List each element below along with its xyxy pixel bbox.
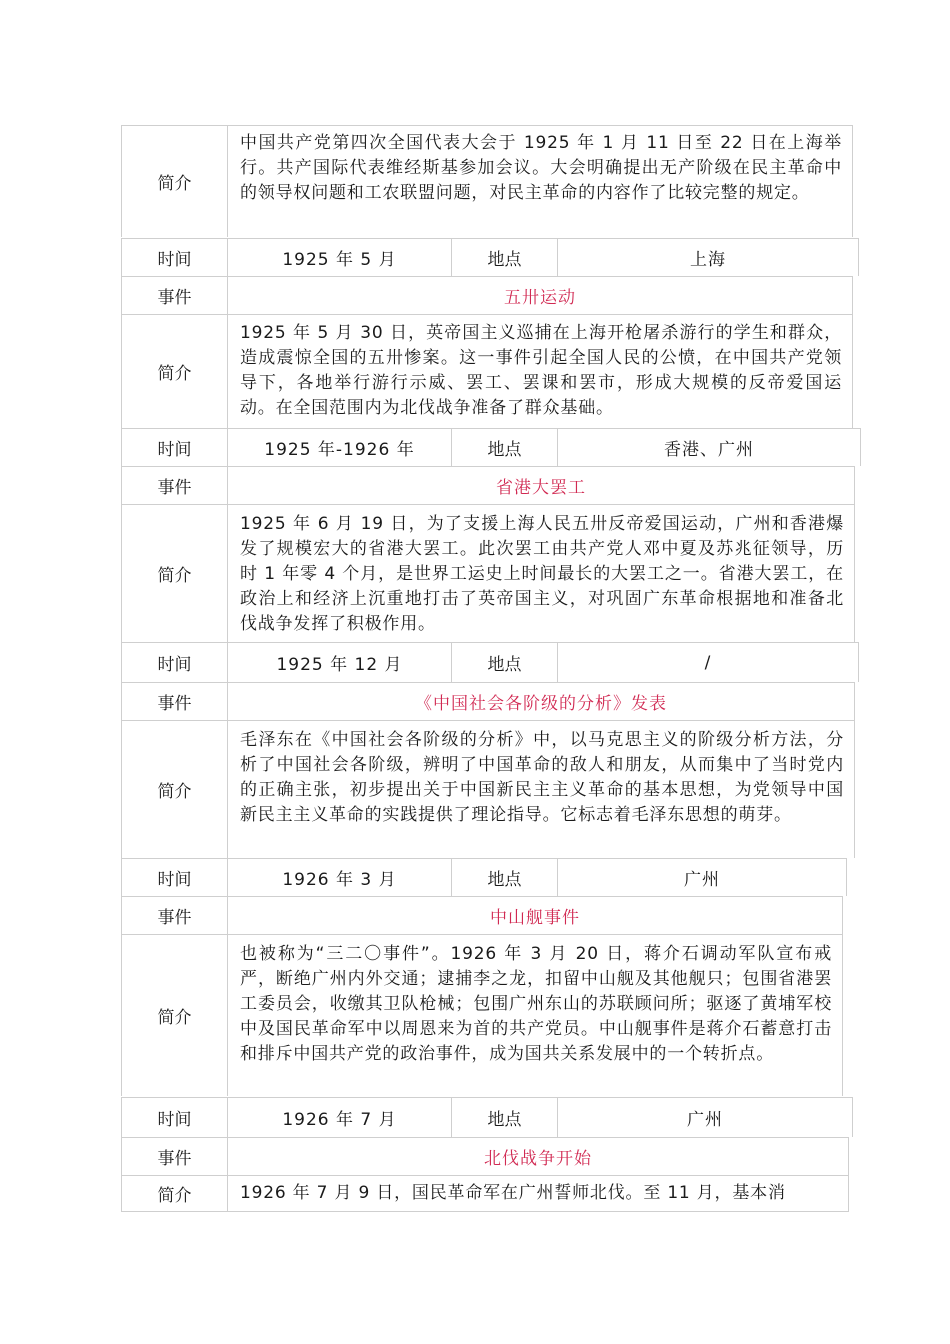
event-label: 事件 [121,682,227,720]
event-label: 事件 [121,466,227,504]
intro-text: 1925 年 5 月 30 日，英帝国主义巡捕在上海开枪屠杀游行的学生和群众，造成震惊全国的五卅惨案。这一事件引起全国人民的公愤，在中国共产党领导下，各地举行游行示威、罢工、罢课和罢市，形成大规模的反帝爱国运动。在全国范围内为北伐战争准备了群众基础。 [227,314,853,428]
place-value: 广州 [557,1097,853,1137]
place-value: 上海 [557,238,859,276]
event-title: 省港大罢工 [227,466,855,504]
intro-label: 简介 [121,314,227,428]
time-value: 1926 年 3 月 [227,858,451,896]
place-value: 广州 [557,858,847,896]
time-value: 1925 年-1926 年 [227,428,451,466]
intro-text: 中国共产党第四次全国代表大会于 1925 年 1 月 11 日至 22 日在上海举行。共产国际代表维经斯基参加会议。大会明确提出无产阶级在民主革命中的领导权问题和工农联盟问题，对民主革命的内容作了比较完整的规定。 [227,125,853,237]
time-label: 时间 [121,428,227,466]
time-value: 1925 年 5 月 [227,238,451,276]
event-title: 北伐战争开始 [227,1137,849,1175]
place-value: 香港、广州 [557,428,861,466]
place-label: 地点 [451,642,557,682]
place-label: 地点 [451,238,557,276]
intro-label: 简介 [121,720,227,858]
place-value: / [557,642,859,682]
event-title: 五卅运动 [227,276,853,314]
event-label: 事件 [121,896,227,934]
time-label: 时间 [121,1097,227,1137]
event-label: 事件 [121,276,227,314]
time-value: 1925 年 12 月 [227,642,451,682]
event-title: 中山舰事件 [227,896,843,934]
time-value: 1926 年 7 月 [227,1097,451,1137]
time-label: 时间 [121,642,227,682]
event-label: 事件 [121,1137,227,1175]
time-label: 时间 [121,238,227,276]
event-title: 《中国社会各阶级的分析》发表 [227,682,855,720]
intro-text: 1926 年 7 月 9 日，国民革命军在广州誓师北伐。至 11 月，基本消 [227,1175,849,1212]
intro-label: 简介 [121,934,227,1096]
intro-label: 简介 [121,1175,227,1212]
place-label: 地点 [451,1097,557,1137]
time-label: 时间 [121,858,227,896]
intro-label: 简介 [121,125,227,237]
place-label: 地点 [451,428,557,466]
intro-text: 1925 年 6 月 19 日，为了支援上海人民五卅反帝爱国运动，广州和香港爆发了规模宏大的省港大罢工。此次罢工由共产党人邓中夏及苏兆征领导，历时 1 年零 4 个月，是世界工运史上时间最长的大罢工之一。省港大罢工，在政治上和经济上沉重地打击了英帝国主义，对巩固广东革命根据地和准备北伐战争发挥了积极作用。 [227,504,855,642]
intro-text: 毛泽东在《中国社会各阶级的分析》中，以马克思主义的阶级分析方法，分析了中国社会各阶级，辨明了中国革命的敌人和朋友，从而集中了当时党内的正确主张，初步提出关于中国新民主主义革命的基本思想，为党领导中国新民主主义革命的实践提供了理论指导。它标志着毛泽东思想的萌芽。 [227,720,855,858]
intro-text: 也被称为“三二〇事件”。1926 年 3 月 20 日，蒋介石调动军队宣布戒严，断绝广州内外交通；逮捕李之龙，扣留中山舰及其他舰只；包围省港罢工委员会，收缴其卫队枪械；包围广州东山的苏联顾问所；驱逐了黄埔军校中及国民革命军中以周恩来为首的共产党员。中山舰事件是蒋介石蓄意打击和排斥中国共产党的政治事件，成为国共关系发展中的一个转折点。 [227,934,843,1096]
place-label: 地点 [451,858,557,896]
intro-label: 简介 [121,504,227,642]
